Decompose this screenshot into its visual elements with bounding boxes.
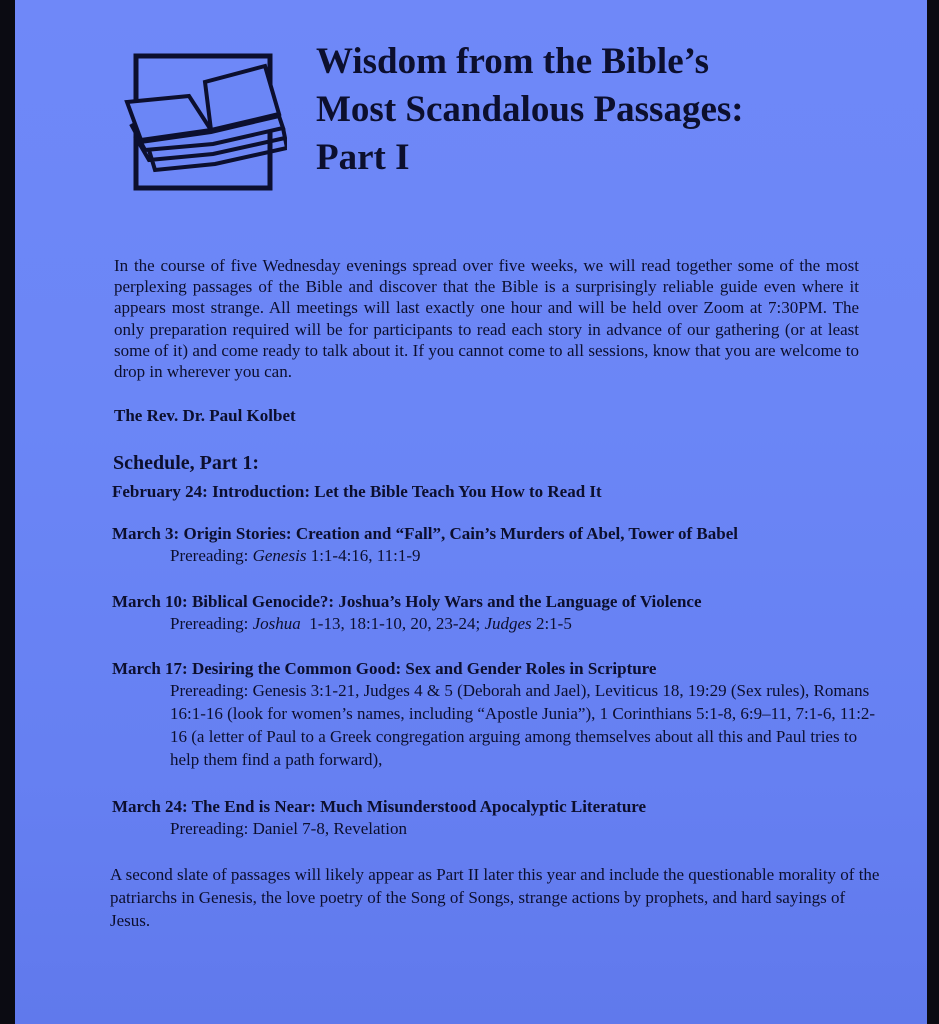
prereading: Prereading: Genesis 3:1-21, Judges 4 & 5 (Deborah and Jael), Leviticus 18, 19:29 (Sex rules), Romans 16:1-16 (look for women’s names, including “Apostle Junia”), 1 Corinthians 5:1-8, 6:9–11, 7:1-6, 11:2-16 (a letter of Paul to a Greek congregation arguing among themselves about all this and Paul tries to help them find a path forward), [170,681,876,769]
prereading-label: Prereading: [170,546,253,565]
entry-heading: March 24: The End is Near: Much Misunderstood Apocalyptic Literature [112,797,647,816]
title-line-2: Most Scandalous Passages: [316,89,744,130]
entry-heading: March 10: Biblical Genocide?: Joshua’s Holy Wars and the Language of Violence [112,592,702,611]
flyer-page [15,0,927,1024]
closing-paragraph: A second slate of passages will likely appear as Part II later this year and include the questionable morality of the patriarchs in Genesis, the love poetry of the Song of Songs, strange actions by prophets, and hard sayings of Jesus. [110,865,880,930]
entry-heading: March 3: Origin Stories: Creation and “Fall”, Cain’s Murders of Abel, Tower of Babel [112,524,738,543]
author-name: The Rev. Dr. Paul Kolbet [114,406,296,425]
entry-heading: March 17: Desiring the Common Good: Sex and Gender Roles in Scripture [112,659,657,678]
open-book-icon [119,52,287,194]
entry-heading: February 24: Introduction: Let the Bible Teach You How to Read It [112,482,602,501]
schedule-entry [112,658,882,771]
prereading-verses: 1-13, 18:1-10, 20, 23-24; [300,614,485,633]
schedule-entry [112,796,882,840]
title-line-3: Part I [316,137,410,178]
prereading: Prereading: Daniel 7-8, Revelation [170,819,407,838]
prereading-book: Genesis [252,546,307,565]
title-line-1: Wisdom from the Bible’s [316,41,709,82]
schedule-entry [112,591,882,635]
prereading-book: Joshua [252,614,301,633]
schedule-heading: Schedule, Part 1: [113,452,260,474]
prereading-label: Prereading: [170,614,253,633]
prereading [112,544,882,567]
prereading-verses: 2:1-5 [531,614,572,633]
intro-paragraph: In the course of five Wednesday evenings spread over five weeks, we will read together some of the most perplexing passages of the Bible and discover that the Bible is a surprisingly reliable guide even where it appears most strange. All meetings will last exactly one hour and will be held over Zoom at 7:30PM. The only preparation required will be for participants to read each story in advance of our gathering (or at least some of it) and come ready to talk about it. If you cannot come to all sessions, know that you are welcome to drop in wherever you can. [114,256,859,382]
prereading-book: Judges [484,614,532,633]
prereading-verses: 1:1-4:16, 11:1-9 [306,546,421,565]
prereading [112,612,882,635]
schedule-entry [112,523,882,567]
schedule-entry [112,481,882,502]
flyer-title [316,38,896,182]
